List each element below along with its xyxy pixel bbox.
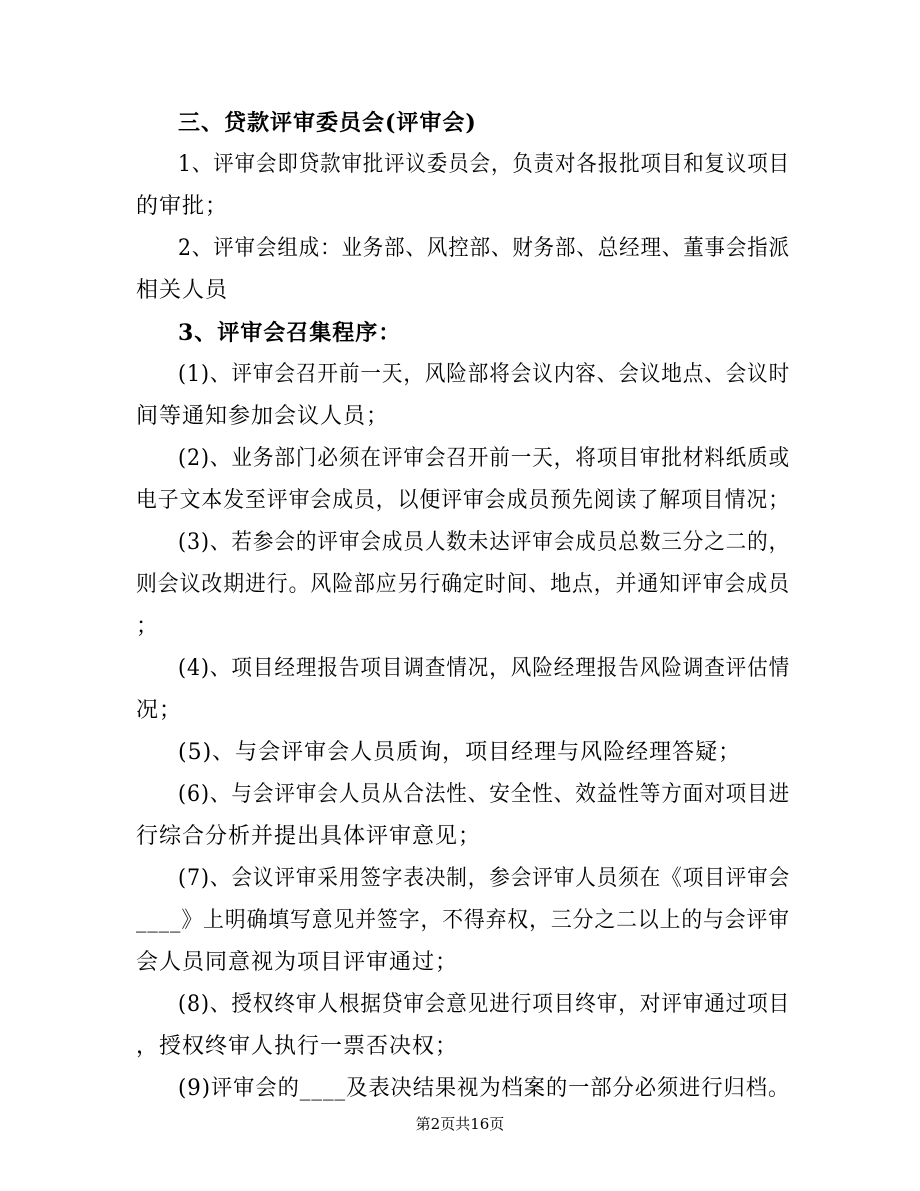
section-heading: 三、贷款评审委员会(评审会) [178, 110, 477, 136]
paragraph-line: 间等通知参加会议人员； [136, 404, 390, 429]
paragraph-line: ，授权终审人执行一票否决权； [136, 1034, 459, 1059]
paragraph-line: ____》上明确填写意见并签字，不得弃权，三分之二以上的与会评审 [136, 908, 791, 933]
paragraph-line: (9)评审会的____及表决结果视为档案的一部分必须进行归档。 [178, 1076, 791, 1101]
paragraph-line: 况； [136, 698, 183, 723]
paragraph-line: (4)、项目经理报告项目调查情况，风险经理报告风险调查评估情 [178, 656, 791, 681]
paragraph-line: 行综合分析并提出具体评审意见； [136, 824, 482, 849]
paragraph-line: (2)、业务部门必须在评审会召开前一天，将项目审批材料纸质或 [178, 446, 791, 471]
paragraph-line: (7)、会议评审采用签字表决制，参会评审人员须在《项目评审会 [178, 866, 791, 891]
page-number-footer: 第2页共16页 [415, 1115, 505, 1133]
paragraph-line: (3)、若参会的评审会成员人数未达评审会成员总数三分之二的， [178, 530, 791, 555]
paragraph-line: 则会议改期进行。风险部应另行确定时间、地点，并通知评审会成员 [136, 572, 791, 597]
paragraph-line: ； [136, 614, 160, 639]
paragraph-line: 1、评审会即贷款审批评议委员会，负责对各报批项目和复议项目 [178, 152, 790, 177]
paragraph-line: (8)、授权终审人根据贷审会意见进行项目终审，对评审通过项目 [178, 992, 791, 1017]
paragraph-line: (6)、与会评审会人员从合法性、安全性、效益性等方面对项目进 [178, 782, 791, 807]
paragraph-line: 的审批； [136, 194, 229, 219]
subsection-heading: 3、评审会召集程序： [178, 320, 402, 346]
paragraph-line: 会人员同意视为项目评审通过； [136, 950, 459, 975]
paragraph-line: 电子文本发至评审会成员，以便评审会成员预先阅读了解项目情况； [136, 488, 791, 513]
paragraph-line: 2、评审会组成：业务部、风控部、财务部、总经理、董事会指派 [178, 236, 790, 261]
paragraph-line: (5)、与会评审会人员质询，项目经理与风险经理答疑； [178, 740, 742, 765]
paragraph-line: (1)、评审会召开前一天，风险部将会议内容、会议地点、会议时 [178, 362, 791, 387]
paragraph-line: 相关人员 [136, 278, 229, 303]
